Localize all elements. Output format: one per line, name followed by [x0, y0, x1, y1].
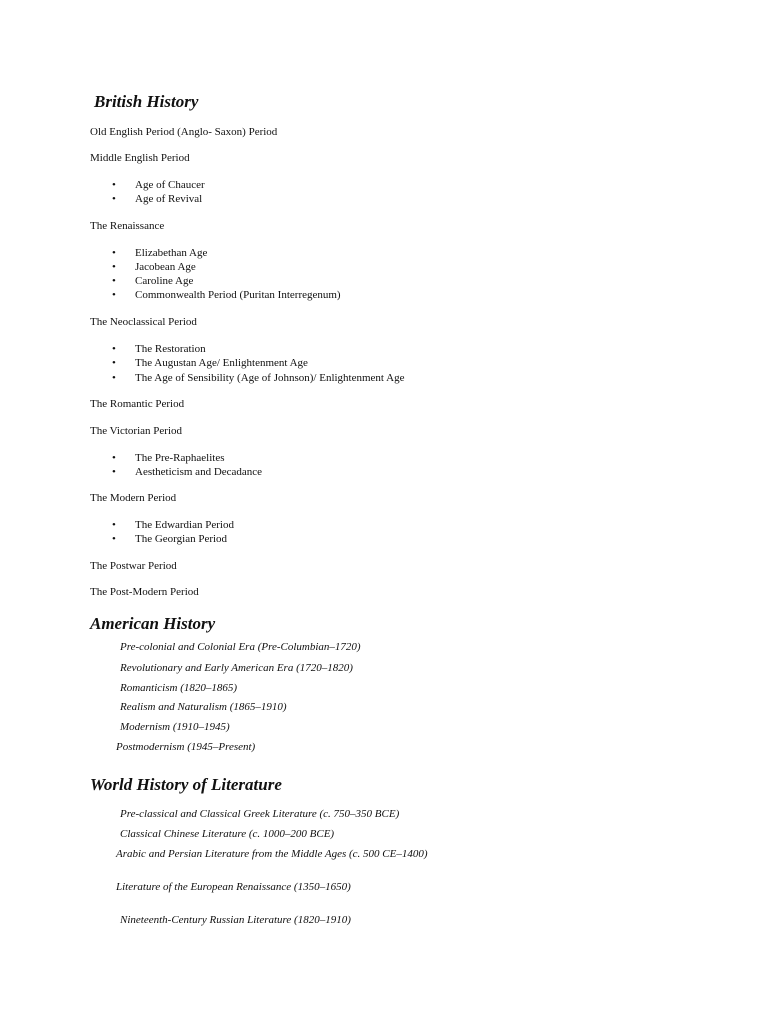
list-item: Classical Chinese Literature (c. 1000–200 BCE): [120, 828, 335, 840]
list-item-label: The Pre-Raphaelites: [135, 452, 225, 464]
list-item-label: Age of Chaucer: [135, 179, 205, 191]
list-item: Postmodernism (1945–Present): [116, 741, 256, 753]
bullet-icon: •: [112, 179, 116, 191]
bullet-icon: •: [112, 372, 116, 384]
list-item-label: The Age of Sensibility (Age of Johnson)/ Enlightenment Age: [135, 372, 405, 384]
world-history-heading: World History of Literature: [90, 775, 282, 794]
list-item-label: The Edwardian Period: [135, 519, 234, 531]
list-item-label: Elizabethan Age: [135, 247, 208, 259]
bullet-icon: •: [112, 289, 116, 301]
list-item: [112, 533, 227, 545]
list-item: [112, 193, 202, 205]
list-item: Pre-classical and Classical Greek Literature (c. 750–350 BCE): [120, 808, 400, 820]
list-item-label: Aestheticism and Decadance: [135, 466, 263, 478]
list-item: [112, 466, 262, 478]
middle-english-period: Middle English Period: [90, 152, 190, 164]
list-item: [112, 519, 234, 531]
list-item: Modernism (1910–1945): [120, 721, 230, 733]
bullet-icon: •: [112, 193, 116, 205]
modern-period: The Modern Period: [90, 492, 177, 504]
romantic-period: The Romantic Period: [90, 398, 185, 410]
neoclassical-period: The Neoclassical Period: [90, 316, 197, 328]
bullet-icon: •: [112, 275, 116, 287]
bullet-icon: •: [112, 357, 116, 369]
list-item: [112, 357, 308, 369]
list-item: [112, 261, 196, 273]
bullet-icon: •: [112, 247, 116, 259]
victorian-period: The Victorian Period: [90, 425, 183, 437]
list-item: [112, 372, 404, 384]
list-item-label: The Restoration: [135, 343, 206, 355]
postwar-period: The Postwar Period: [90, 560, 177, 572]
old-english-period: Old English Period (Anglo- Saxon) Period: [90, 126, 278, 138]
list-item-label: Jacobean Age: [135, 261, 196, 273]
list-item: [112, 289, 341, 301]
renaissance-period: The Renaissance: [90, 220, 165, 232]
list-item: Romanticism (1820–1865): [120, 682, 238, 694]
bullet-icon: •: [112, 519, 116, 531]
list-item-label: Age of Revival: [135, 193, 203, 205]
postmodern-period: The Post-Modern Period: [90, 586, 199, 598]
bullet-icon: •: [112, 261, 116, 273]
list-item-label: Commonwealth Period (Puritan Interregenum): [135, 289, 341, 301]
bullet-icon: •: [112, 343, 116, 355]
american-history-heading: American History: [90, 614, 216, 633]
list-item: Realism and Naturalism (1865–1910): [120, 701, 287, 713]
list-item: [112, 275, 193, 287]
list-item: [112, 247, 207, 259]
list-item-label: Caroline Age: [135, 275, 194, 287]
bullet-icon: •: [112, 466, 116, 478]
list-item: Pre-colonial and Colonial Era (Pre-Columbian–1720): [120, 641, 361, 653]
bullet-icon: •: [112, 452, 116, 464]
list-item: Arabic and Persian Literature from the Middle Ages (c. 500 CE–1400): [116, 848, 428, 860]
bullet-icon: •: [112, 533, 116, 545]
british-history-heading: British History: [94, 92, 199, 111]
list-item: [112, 452, 225, 464]
list-item: [112, 343, 206, 355]
list-item-label: The Georgian Period: [135, 533, 228, 545]
list-item: Literature of the European Renaissance (1350–1650): [116, 881, 351, 893]
list-item-label: The Augustan Age/ Enlightenment Age: [135, 357, 308, 369]
list-item: Nineteenth-Century Russian Literature (1820–1910): [120, 914, 351, 926]
list-item: Revolutionary and Early American Era (1720–1820): [120, 662, 353, 674]
list-item: [112, 179, 205, 191]
